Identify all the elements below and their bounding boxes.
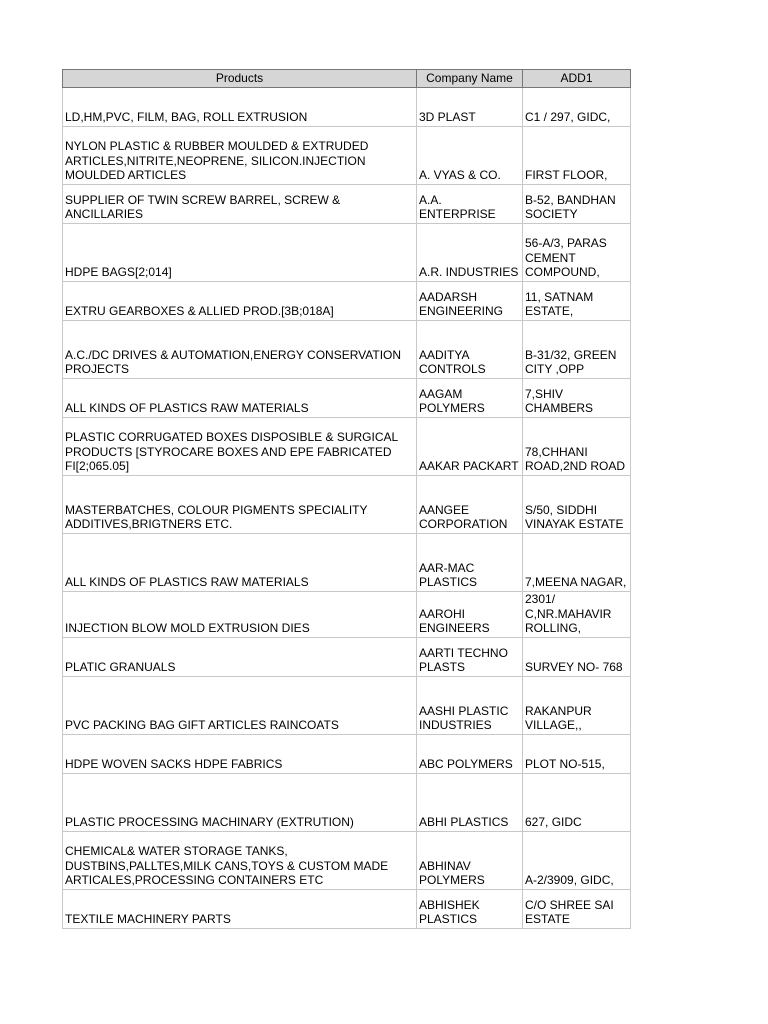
table-row <box>63 224 631 282</box>
company-cell[interactable]: A. VYAS & CO. <box>417 127 523 185</box>
add1-cell[interactable]: B-52, BANDHAN SOCIETY <box>523 185 631 224</box>
company-cell[interactable]: AARTI TECHNO PLASTS <box>417 637 523 676</box>
add1-cell[interactable]: C1 / 297, GIDC, <box>523 88 631 127</box>
add1-cell[interactable]: 7,SHIV CHAMBERS <box>523 379 631 418</box>
table-row <box>63 773 631 831</box>
company-cell[interactable]: AAR-MAC PLASTICS <box>417 534 523 592</box>
product-cell[interactable]: ALL KINDS OF PLASTICS RAW MATERIALS <box>63 379 417 418</box>
table-row <box>63 831 631 889</box>
product-cell[interactable]: SUPPLIER OF TWIN SCREW BARREL, SCREW & ANCILLARIES <box>63 185 417 224</box>
table-row <box>63 127 631 185</box>
product-cell[interactable]: INJECTION BLOW MOLD EXTRUSION DIES <box>63 592 417 638</box>
table-row <box>63 321 631 379</box>
table-row <box>63 889 631 928</box>
company-cell[interactable]: AASHI PLASTIC INDUSTRIES <box>417 676 523 734</box>
company-cell[interactable]: A.A. ENTERPRISE <box>417 185 523 224</box>
product-cell[interactable]: TEXTILE MACHINERY PARTS <box>63 889 417 928</box>
table-row <box>63 418 631 476</box>
table-row <box>63 282 631 321</box>
product-cell[interactable]: CHEMICAL& WATER STORAGE TANKS, DUSTBINS,PALLTES,MILK CANS,TOYS & CUSTOM MADE ARTICALES,PROCESSING CONTAINERS ETC <box>63 831 417 889</box>
product-cell[interactable]: PVC PACKING BAG GIFT ARTICLES RAINCOATS <box>63 676 417 734</box>
add1-cell[interactable]: PLOT NO-515, <box>523 734 631 773</box>
table-row <box>63 185 631 224</box>
add1-cell[interactable]: 627, GIDC <box>523 773 631 831</box>
product-cell[interactable]: PLASTIC PROCESSING MACHINARY (EXTRUTION) <box>63 773 417 831</box>
table-row <box>63 534 631 592</box>
company-cell[interactable]: AAROHI ENGINEERS <box>417 592 523 638</box>
table-row <box>63 88 631 127</box>
table-row <box>63 379 631 418</box>
company-cell[interactable]: ABHINAV POLYMERS <box>417 831 523 889</box>
add1-cell[interactable]: FIRST FLOOR, <box>523 127 631 185</box>
product-cell[interactable]: PLATIC GRANUALS <box>63 637 417 676</box>
product-cell[interactable]: MASTERBATCHES, COLOUR PIGMENTS SPECIALITY ADDITIVES,BRIGTNERS ETC. <box>63 476 417 534</box>
table-row <box>63 637 631 676</box>
company-cell[interactable]: AANGEE CORPORATION <box>417 476 523 534</box>
table-row <box>63 734 631 773</box>
add1-cell[interactable]: C/O SHREE SAI ESTATE <box>523 889 631 928</box>
company-cell[interactable]: AADARSH ENGINEERING <box>417 282 523 321</box>
company-cell[interactable]: AAKAR PACKART <box>417 418 523 476</box>
company-cell[interactable]: ABHISHEK PLASTICS <box>417 889 523 928</box>
company-cell[interactable]: AADITYA CONTROLS <box>417 321 523 379</box>
company-cell[interactable]: A.R. INDUSTRIES <box>417 224 523 282</box>
product-cell[interactable]: HDPE BAGS[2;014] <box>63 224 417 282</box>
company-cell[interactable]: ABC POLYMERS <box>417 734 523 773</box>
header-row <box>63 70 631 88</box>
header-company-name[interactable]: Company Name <box>417 70 523 88</box>
header-add1[interactable]: ADD1 <box>523 70 631 88</box>
add1-cell[interactable]: RAKANPUR VILLAGE,, <box>523 676 631 734</box>
product-cell[interactable]: HDPE WOVEN SACKS HDPE FABRICS <box>63 734 417 773</box>
add1-cell[interactable]: A-2/3909, GIDC, <box>523 831 631 889</box>
table-row <box>63 676 631 734</box>
product-cell[interactable]: LD,HM,PVC, FILM, BAG, ROLL EXTRUSION <box>63 88 417 127</box>
add1-cell[interactable]: 56-A/3, PARAS CEMENT COMPOUND, <box>523 224 631 282</box>
product-cell[interactable]: PLASTIC CORRUGATED BOXES DISPOSIBLE & SURGICAL PRODUCTS [STYROCARE BOXES AND EPE FABRICATED FI[2;065.05] <box>63 418 417 476</box>
product-cell[interactable]: A.C./DC DRIVES & AUTOMATION,ENERGY CONSERVATION PROJECTS <box>63 321 417 379</box>
header-products[interactable]: Products <box>63 70 417 88</box>
company-table <box>62 69 631 929</box>
company-cell[interactable]: 3D PLAST <box>417 88 523 127</box>
table-row <box>63 476 631 534</box>
product-cell[interactable]: EXTRU GEARBOXES & ALLIED PROD.[3B;018A] <box>63 282 417 321</box>
add1-cell[interactable]: B-31/32, GREEN CITY ,OPP <box>523 321 631 379</box>
add1-cell[interactable]: 2301/ C,NR.MAHAVIR ROLLING, <box>523 592 631 638</box>
add1-cell[interactable]: 7,MEENA NAGAR, <box>523 534 631 592</box>
table-row <box>63 592 631 638</box>
add1-cell[interactable]: 78,CHHANI ROAD,2ND ROAD <box>523 418 631 476</box>
company-cell[interactable]: ABHI PLASTICS <box>417 773 523 831</box>
product-cell[interactable]: ALL KINDS OF PLASTICS RAW MATERIALS <box>63 534 417 592</box>
add1-cell[interactable]: S/50, SIDDHI VINAYAK ESTATE <box>523 476 631 534</box>
product-cell[interactable]: NYLON PLASTIC & RUBBER MOULDED & EXTRUDED ARTICLES,NITRITE,NEOPRENE, SILICON.INJECTION MOULDED ARTICLES <box>63 127 417 185</box>
add1-cell[interactable]: 11, SATNAM ESTATE, <box>523 282 631 321</box>
company-cell[interactable]: AAGAM POLYMERS <box>417 379 523 418</box>
add1-cell[interactable]: SURVEY NO- 768 <box>523 637 631 676</box>
